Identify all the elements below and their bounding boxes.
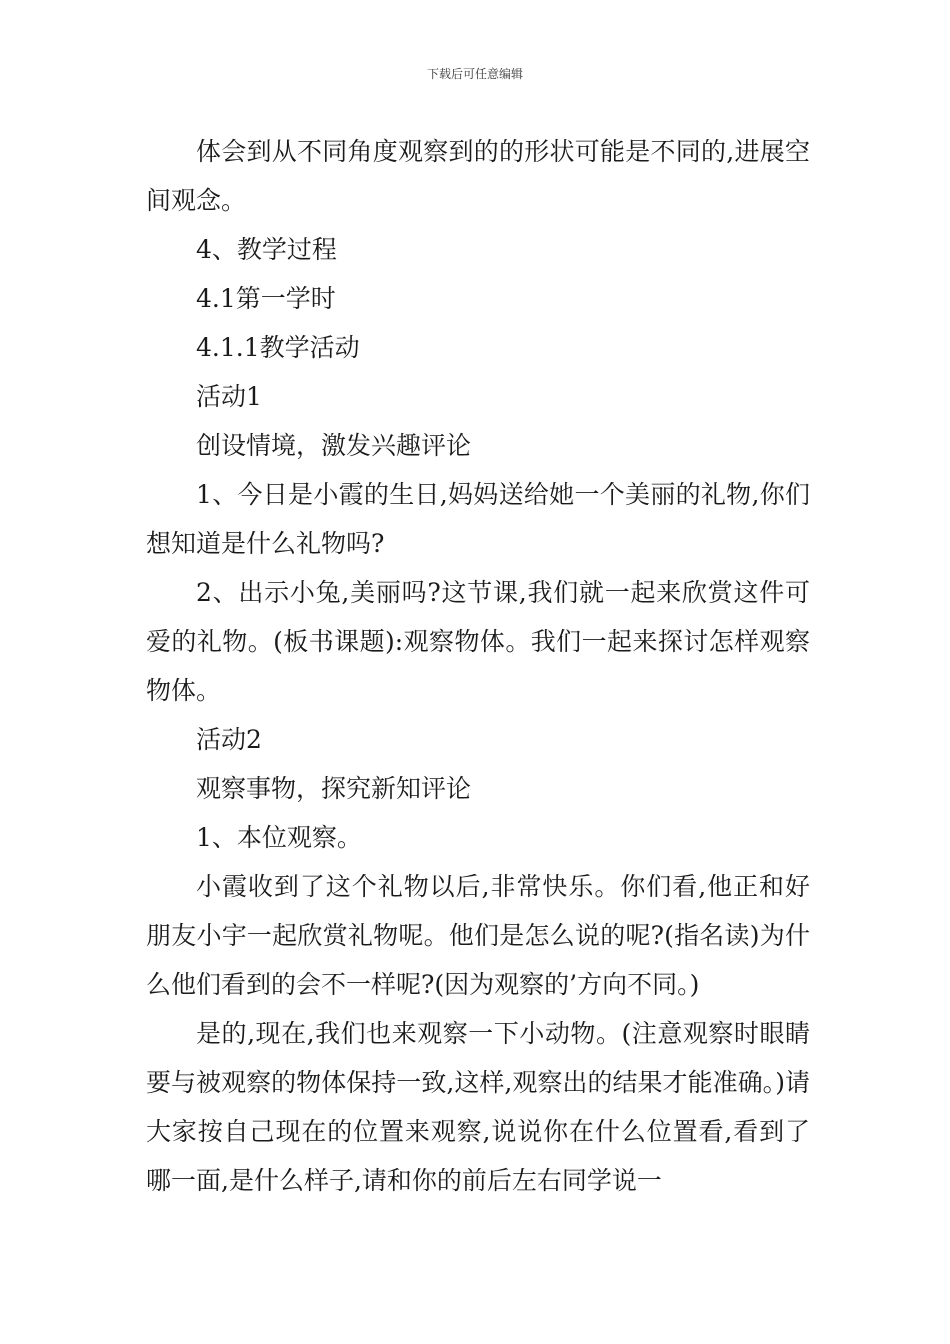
activity-subtitle: 观察事物，探究新知评论 [196, 774, 472, 803]
activity-title: 活动1 [196, 382, 262, 411]
page-header: 下载后可任意编辑 [426, 67, 523, 81]
paragraph: 1、本位观察。 [196, 823, 362, 852]
paragraph: 1、今日是小霞的生日,妈妈送给她一个美丽的礼物,你们想知道是什么礼物吗? [146, 480, 810, 558]
subsubsection-heading: 4.1.1教学活动 [196, 333, 360, 362]
section-heading: 4、教学过程 [196, 235, 337, 264]
activity-title: 活动2 [196, 725, 262, 754]
subsection-heading: 4.1第一学时 [196, 284, 336, 313]
paragraph: 2、出示小兔,美丽吗?这节课,我们就一起来欣赏这件可爱的礼物。(板书课题):观察物体。我们一起来探讨怎样观察物体。 [146, 578, 810, 705]
activity-subtitle: 创设情境，激发兴趣评论 [196, 431, 472, 460]
document-body [146, 127, 810, 1205]
paragraph: 体会到从不同角度观察到的的形状可能是不同的,进展空间观念。 [146, 137, 810, 215]
paragraph: 小霞收到了这个礼物以后,非常快乐。你们看,他正和好朋友小宇一起欣赏礼物呢。他们是怎么说的呢?(指名读)为什么他们看到的会不一样呢?(因为观察的’方向不同。) [146, 872, 810, 999]
paragraph: 是的,现在,我们也来观察一下小动物。(注意观察时眼睛要与被观察的物体保持一致,这样,观察出的结果才能准确。)请大家按自己现在的位置来观察,说说你在什么位置看,看到了哪一面,是什么样子,请和你的前后左右同学说一 [146, 1019, 810, 1195]
